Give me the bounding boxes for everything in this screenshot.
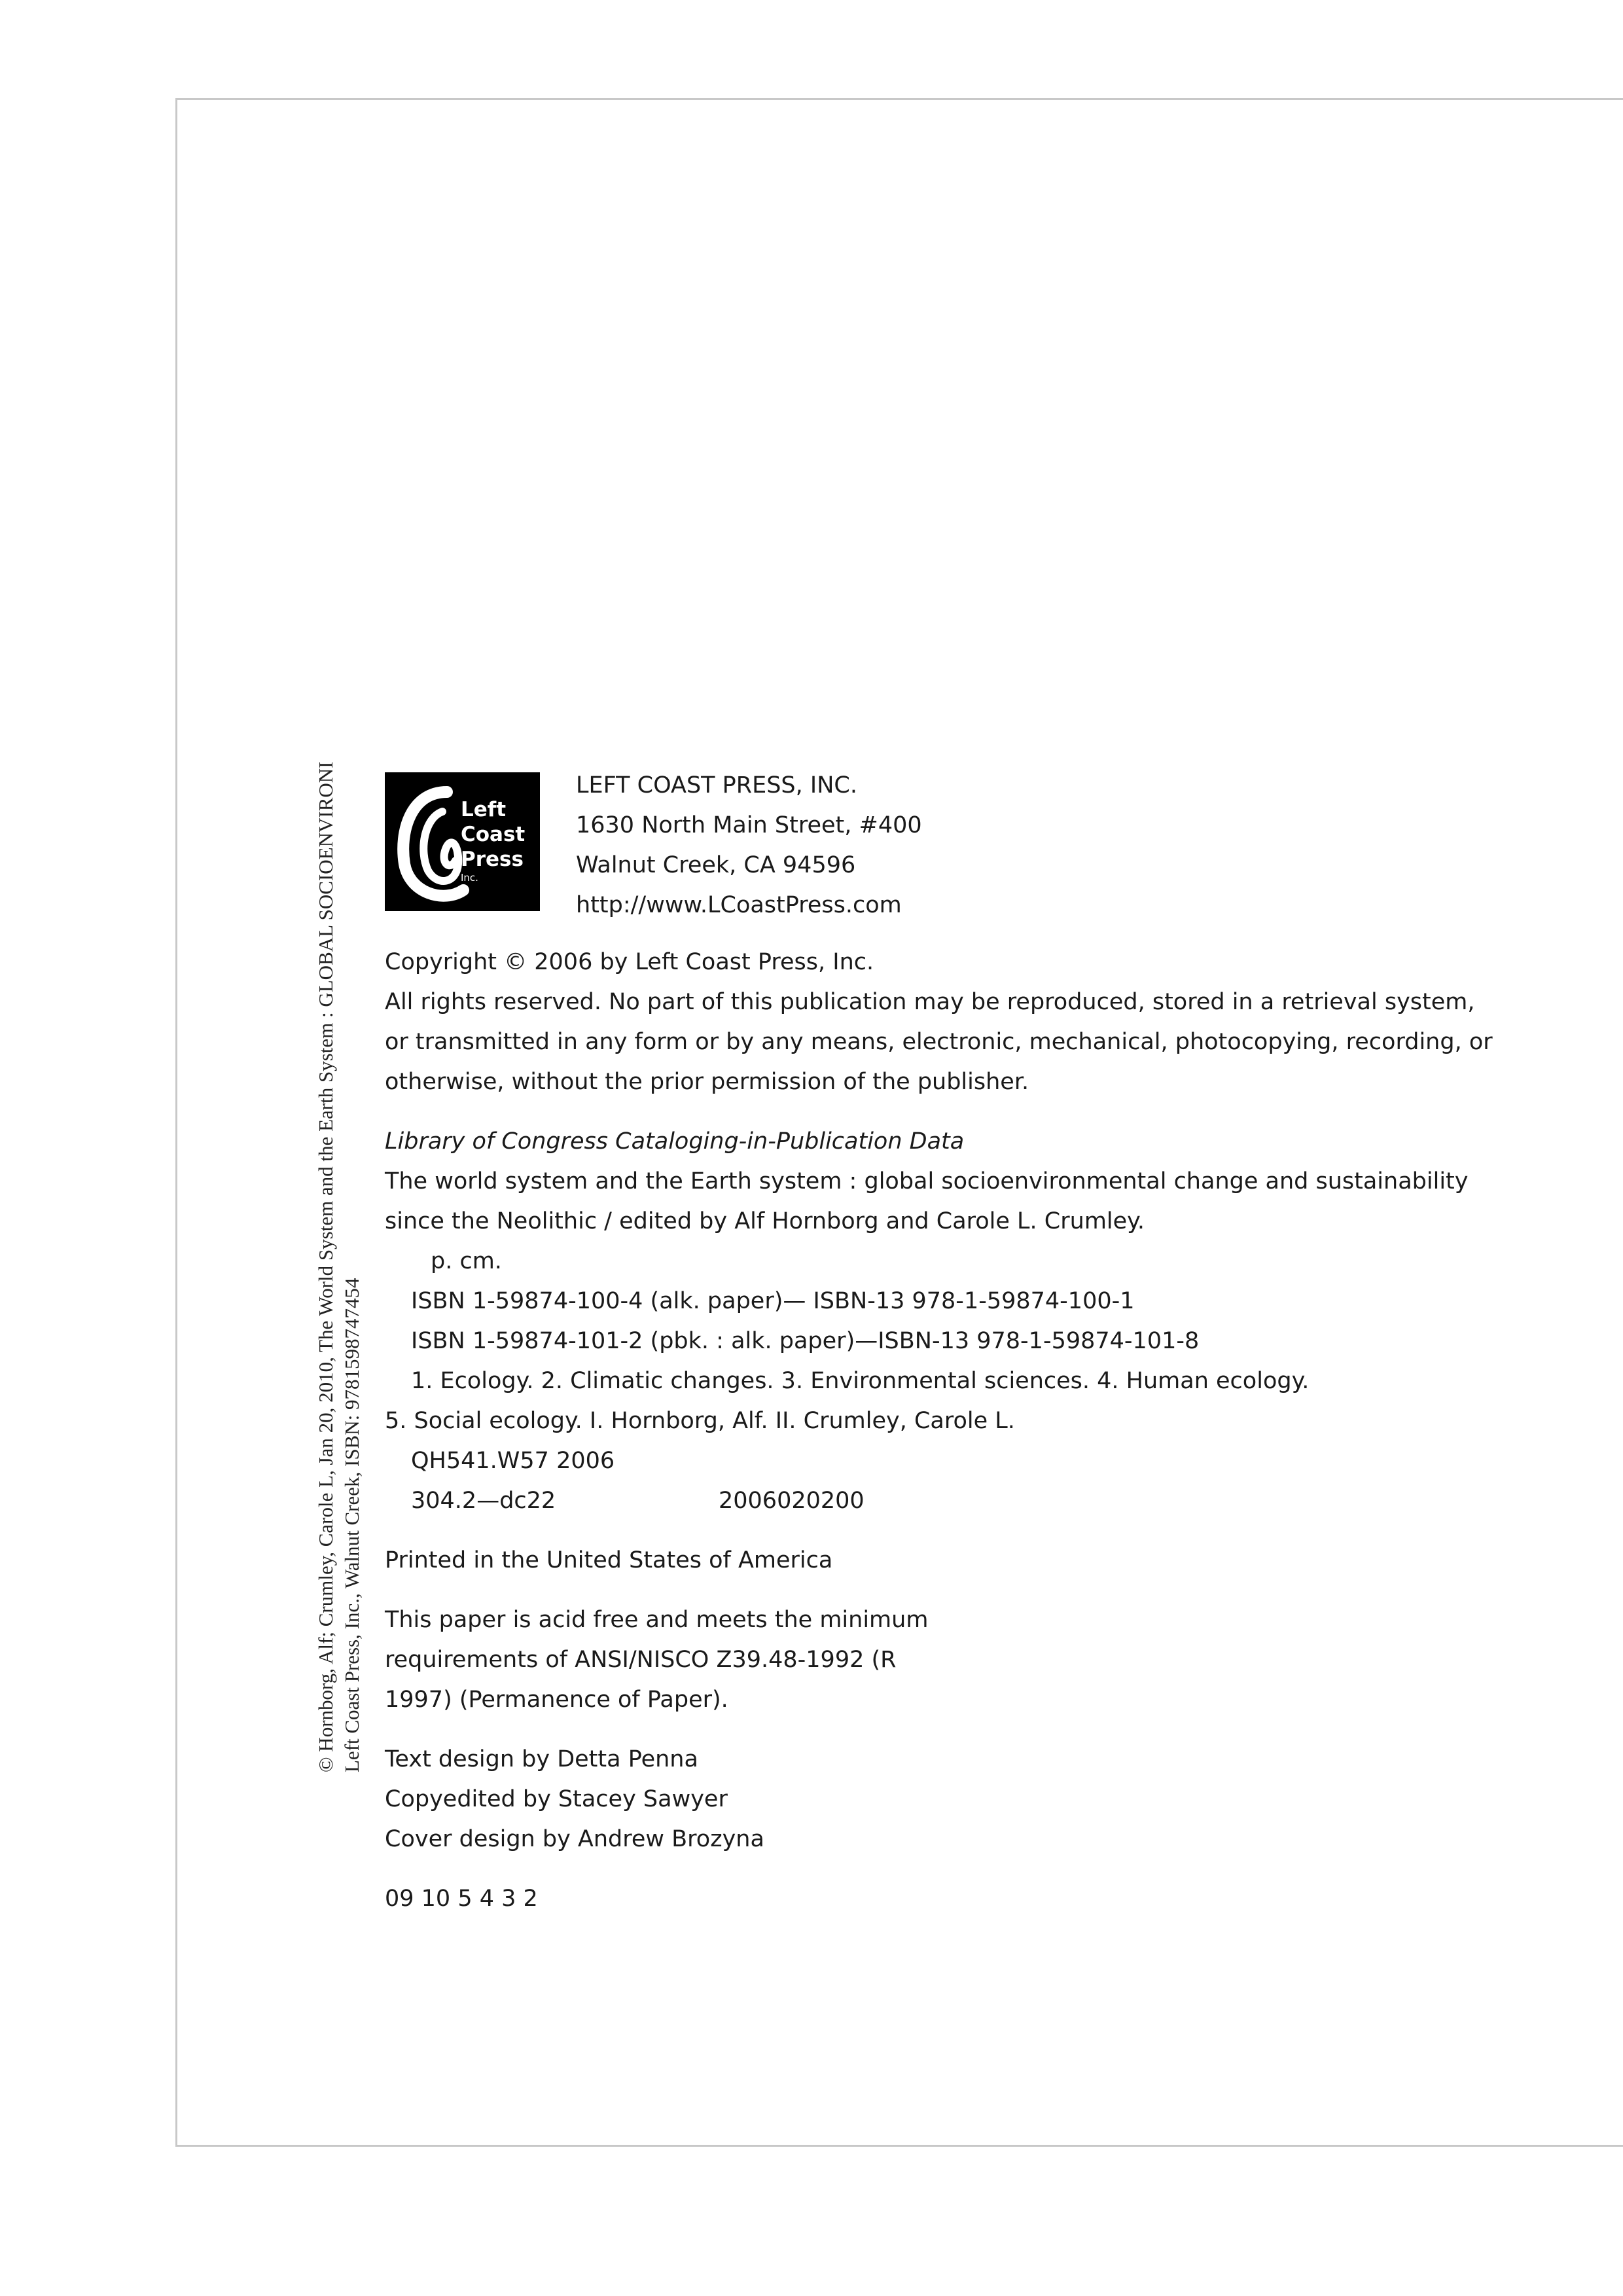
- cip-classification: [385, 1481, 1445, 1521]
- paper-line-3: 1997) (Permanence of Paper).: [385, 1687, 728, 1713]
- printing-line: [385, 1879, 1445, 1919]
- cip-call-number: QH541.W57 2006: [411, 1448, 615, 1474]
- copyright-line-4: otherwise, without the prior permission of the publisher.: [385, 1069, 1029, 1095]
- cip-subjects-2: 5. Social ecology. I. Hornborg, Alf. II. Crumley, Carole L.: [385, 1408, 1015, 1434]
- printing-numbers: 09 10 5 4 3 2: [385, 1886, 538, 1912]
- paper-line-2: requirements of ANSI/NISCO Z39.48-1992 (R: [385, 1647, 897, 1673]
- credit-text-design: Text design by Detta Penna: [385, 1746, 698, 1772]
- cip-data: [385, 1122, 1469, 1521]
- cip-heading: Library of Congress Cataloging-in-Publication Data: [385, 1128, 965, 1155]
- logo-line-press: Press: [461, 848, 524, 871]
- cip-dewey: 304.2—dc22: [411, 1488, 556, 1514]
- copyright-line-1: Copyright © 2006 by Left Coast Press, Inc.: [385, 949, 874, 975]
- credit-copyedit: Copyedited by Stacey Sawyer: [385, 1786, 728, 1812]
- publisher-street: 1630 North Main Street, #400: [576, 812, 922, 838]
- copyright-notice: [385, 942, 1493, 1102]
- cip-isbn-2: ISBN 1-59874-101-2 (pbk. : alk. paper)—ISBN-13 978-1-59874-101-8: [411, 1328, 1200, 1354]
- copyright-line-2: All rights reserved. No part of this publication may be reproduced, stored in a retrieval system,: [385, 989, 1475, 1015]
- printed-in: [385, 1541, 1445, 1581]
- cip-subjects-1: 1. Ecology. 2. Climatic changes. 3. Environmental sciences. 4. Human ecology.: [411, 1368, 1310, 1394]
- cip-isbn-1: ISBN 1-59874-100-4 (alk. paper)— ISBN-13 978-1-59874-100-1: [411, 1288, 1135, 1314]
- cip-pcm: p. cm.: [431, 1248, 502, 1274]
- logo-wordmark: [461, 797, 525, 884]
- credit-cover-design: Cover design by Andrew Brozyna: [385, 1826, 764, 1852]
- publisher-city: Walnut Creek, CA 94596: [576, 852, 856, 878]
- side-stamp-line-1: © Hornborg, Alf; Crumley, Carole L, Jan 20, 2010, The World System and the Earth System : GLOBAL SOCIOENVIRONI: [314, 761, 337, 1772]
- credits: [385, 1740, 1445, 1859]
- side-copyright-stamp: [313, 529, 365, 1772]
- cip-title-line-1: The world system and the Earth system : global socioenvironmental change and sustainability: [385, 1168, 1469, 1194]
- paper-line-1: This paper is acid free and meets the minimum: [385, 1607, 929, 1633]
- copyright-page-body: [385, 942, 1493, 1939]
- cip-lccn: 2006020200: [719, 1488, 865, 1514]
- publisher-logo: [385, 772, 540, 911]
- publisher-address: [576, 766, 922, 925]
- copyright-line-3: or transmitted in any form or by any means, electronic, mechanical, photocopying, recording, or: [385, 1029, 1493, 1055]
- publisher-name: LEFT COAST PRESS, INC.: [576, 772, 857, 798]
- cip-title-line-2: since the Neolithic / edited by Alf Hornborg and Carole L. Crumley.: [385, 1208, 1145, 1234]
- logo-line-coast: Coast: [461, 823, 526, 846]
- paper-notice: [385, 1600, 1445, 1720]
- publisher-url[interactable]: http://www.LCoastPress.com: [576, 892, 902, 918]
- printed-in-line: Printed in the United States of America: [385, 1547, 833, 1573]
- logo-line-left: Left: [461, 798, 507, 821]
- logo-line-inc: Inc.: [461, 872, 478, 884]
- side-stamp-line-2: Left Coast Press, Inc., Walnut Creek, ISBN: 9781598747454: [340, 1278, 363, 1772]
